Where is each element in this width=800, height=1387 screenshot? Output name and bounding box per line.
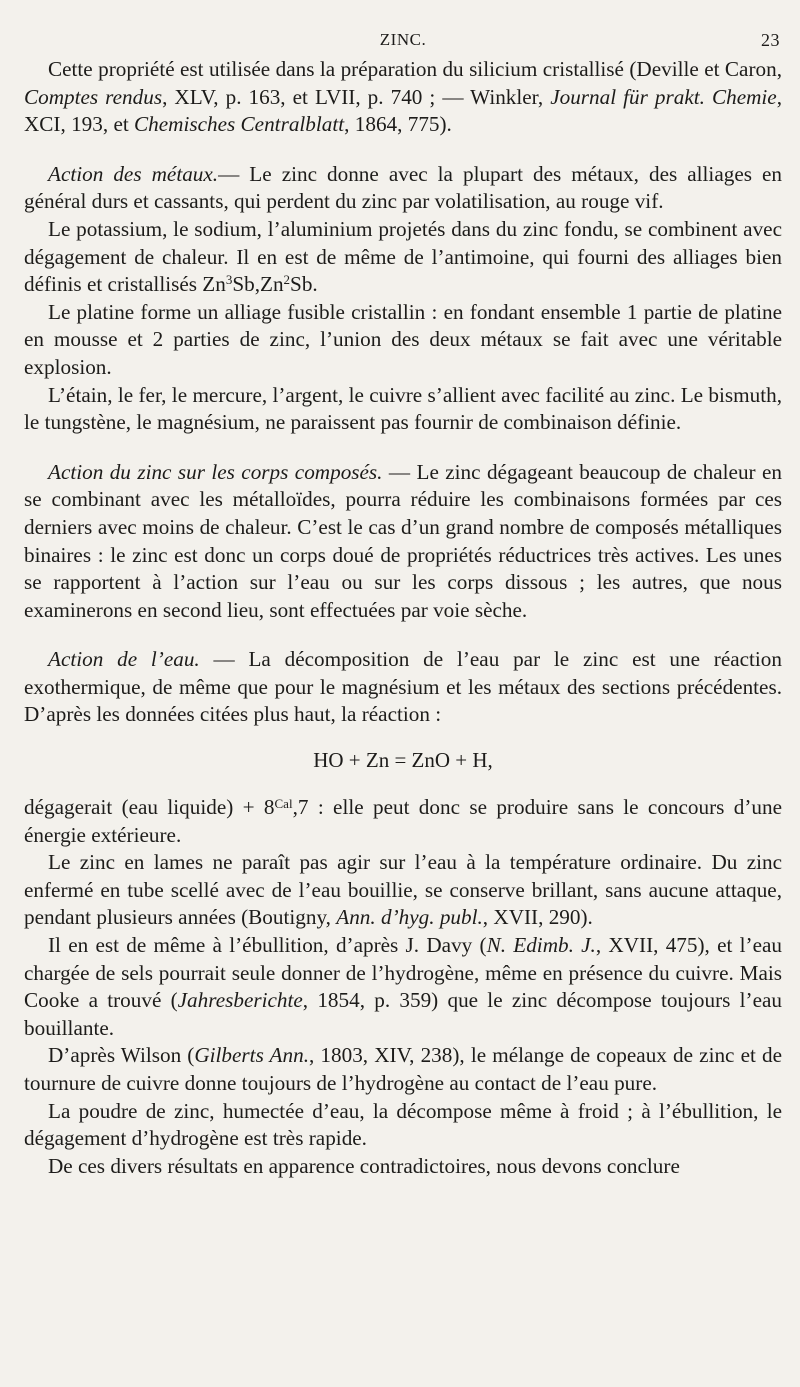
paragraph-ebullition	[24, 932, 782, 1042]
running-title: ZINC.	[379, 30, 427, 49]
text-run: , 1854, p. 359) que le zinc décompose toujours l’eau bouillante.	[24, 988, 782, 1040]
superscript: 3	[225, 272, 233, 288]
citation-title: Journal für prakt. Chemie	[550, 84, 777, 109]
citation-title: Jahresberichte	[177, 988, 303, 1013]
paragraph-etain: L’étain, le fer, le mercure, l’argent, le cuivre s’allient avec facilité au zinc. Le bismuth, le tungstène, le magnésium, ne paraissent pas fournir de combinaison définie.	[24, 382, 782, 435]
text-run: — Le zinc dégageant beaucoup de chaleur en se combinant avec les métalloïdes, pourra réduire les combinaisons formées par ces derniers avec moins de chaleur. C’est le cas d’un grand nombre de composés métalliques binaires : le zinc est donc un corps doué de propriétés réductrices très actives. Les unes se rapportent à l’action sur l’eau ou sur les corps dissous ; les autres, que nous examinerons en second lieu, sont effectuées par voie sèche.	[24, 459, 782, 622]
paragraph-action-eau	[24, 646, 782, 729]
paragraph-potassium	[24, 216, 782, 299]
text-run: ,7 : elle peut donc se produire sans le concours d’une énergie extérieure.	[24, 795, 782, 847]
paragraph-zinc-lames	[24, 849, 782, 932]
page-number: 23	[761, 30, 780, 50]
text-run: , 1803, XIV, 238), le mélange de copeaux de zinc et de tournure de cuivre donne toujours de l’hydrogène au contact de l’eau pure.	[24, 1043, 783, 1095]
section-heading: Action de l’eau.	[48, 647, 200, 672]
citation-title: Comptes rendus	[24, 84, 163, 109]
text-run: , XVII, 290).	[482, 905, 593, 930]
text-run: Sb,Zn	[232, 272, 284, 297]
text-run: D’après Wilson (	[48, 1043, 195, 1068]
text-run: , XLV, p. 163, et LVII, p. 740 ; — Winkler,	[162, 84, 551, 109]
paragraph-corps-composes	[24, 459, 782, 625]
paragraph-action-metaux	[24, 161, 782, 216]
paragraph-silicium	[24, 56, 782, 139]
section-heading: Action du zinc sur les corps composés.	[48, 459, 383, 484]
citation-title: Gilberts Ann.	[194, 1043, 309, 1068]
paragraph-poudre: La poudre de zinc, humectée d’eau, la décompose même à froid ; à l’ébullition, le dégagement d’hydrogène est très rapide.	[24, 1098, 782, 1151]
text-run: Le potassium, le sodium, l’aluminium projetés dans du zinc fondu, se combinent avec dégagement de chaleur. Il en est de même de l’antimoine, qui fourni des alliages bien définis et cristallisés Zn	[24, 216, 782, 297]
text-run: Cette propriété est utilisée dans la préparation du silicium cristallisé (Deville et Caron,	[48, 57, 782, 81]
paragraph-degagerait	[24, 794, 782, 849]
text-run: , XVII, 475), et l’eau chargée de sels pourrait seule donner de l’hydrogène, même en présence du cuivre. Mais Cooke a trouvé (	[24, 933, 782, 1013]
paragraph-platine: Le platine forme un alliage fusible cristallin : en fondant ensemble 1 partie de platine en mousse et 2 parties de zinc, l’union des deux métaux se fait avec une véritable explosion.	[24, 299, 782, 379]
superscript: 2	[283, 272, 291, 288]
text-run: dégagerait (eau liquide) + 8	[24, 795, 275, 820]
page-header	[24, 28, 782, 56]
section-heading: Action des métaux.	[48, 161, 219, 186]
paragraph-wilson	[24, 1042, 782, 1097]
text-run: Le zinc en lames ne paraît pas agir sur l’eau à la température ordinaire. Du zinc enfermé en tube scellé avec de l’eau bouillie, se conserve brillant, sans aucune attaque, pendant plusieurs années (Boutigny,	[24, 850, 782, 930]
text-run: Il en est de même à l’ébullition, d’après J. Davy (	[48, 933, 487, 958]
paragraph-conclure: De ces divers résultats en apparence contradictoires, nous devons conclure	[48, 1153, 680, 1178]
citation-title: Chemisches Centralblatt	[134, 112, 345, 137]
text-run: Sb.	[290, 272, 318, 297]
text-run: , XCI, 193, et	[24, 84, 782, 137]
text-run: , 1864, 775).	[344, 112, 452, 137]
citation-title: N. Edimb. J.	[486, 933, 596, 958]
citation-title: Ann. d’hyg. publ.	[336, 905, 483, 930]
superscript: Cal	[274, 796, 293, 812]
chemical-equation: HO + Zn = ZnO + H,	[313, 748, 493, 773]
text-run: — Le zinc donne avec la plupart des métaux, des alliages en général durs et cassants, qui perdent du zinc par volatilisation, au rouge vif.	[24, 161, 782, 214]
text-run: — La décomposition de l’eau par le zinc est une réaction exothermique, de même que pour le magnésium et les métaux des sections précédentes. D’après les données citées plus haut, la réaction :	[24, 647, 782, 727]
